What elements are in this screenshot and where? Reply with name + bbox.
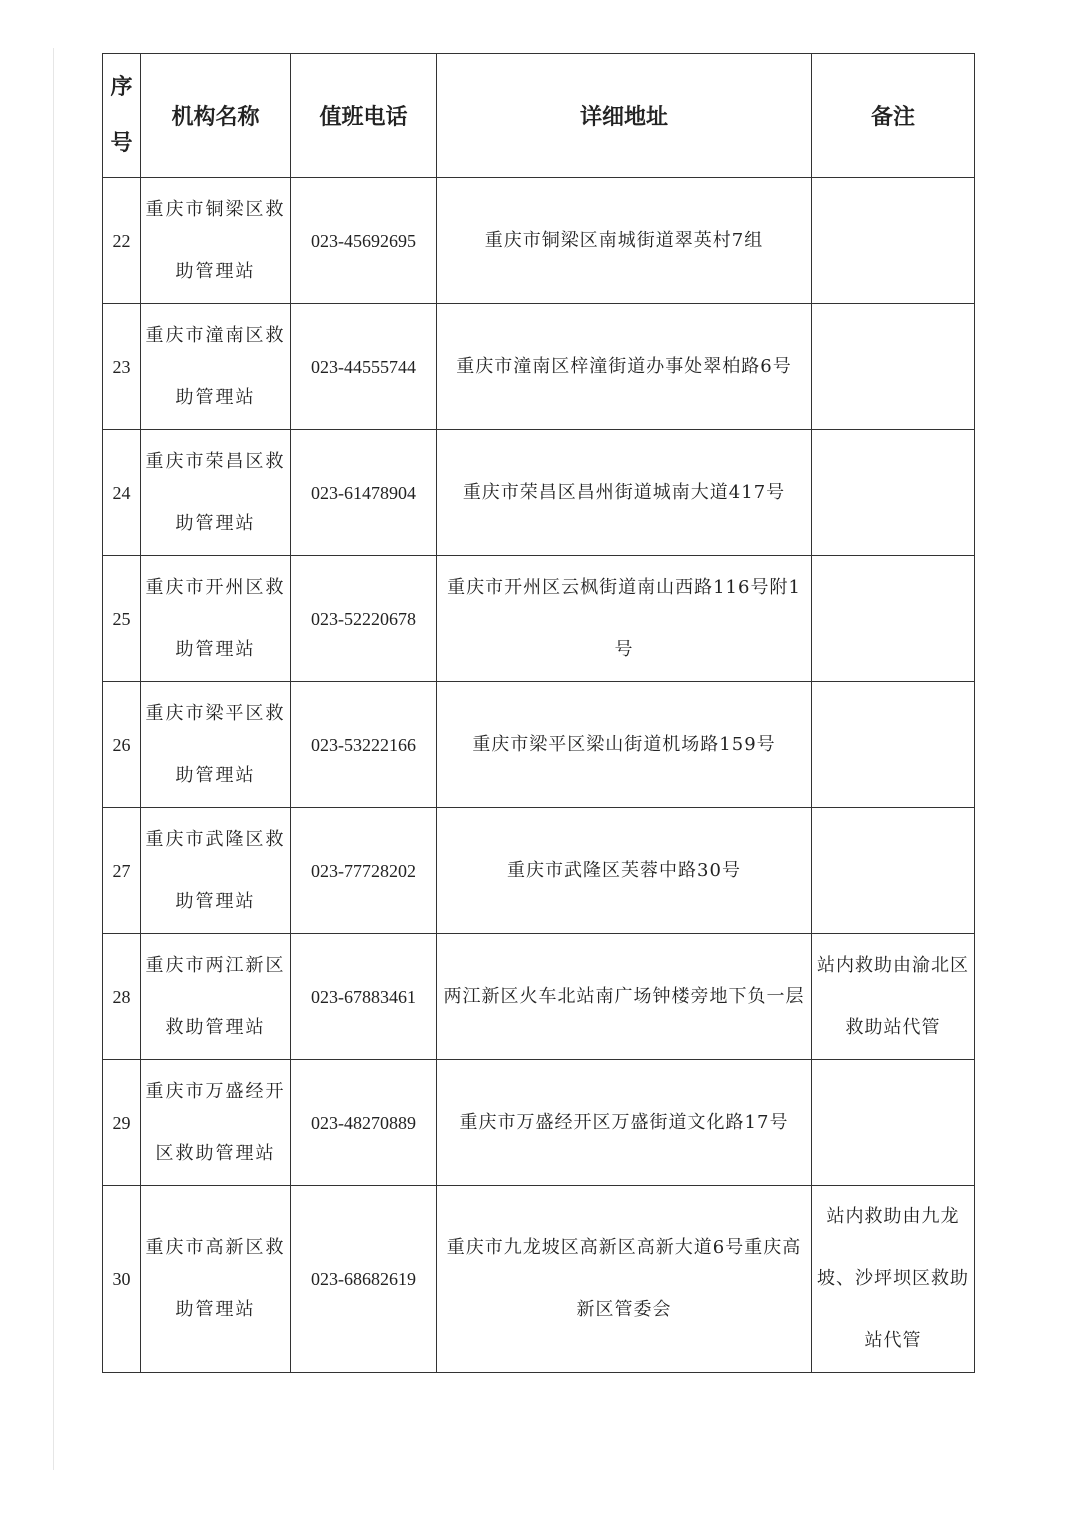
row-number: 28 xyxy=(103,934,141,1060)
institution-name: 重庆市铜梁区救助管理站 xyxy=(141,178,291,304)
note xyxy=(812,682,975,808)
institution-name: 重庆市武隆区救助管理站 xyxy=(141,808,291,934)
address: 重庆市开州区云枫街道南山西路116号附1号 xyxy=(437,556,812,682)
table-row xyxy=(103,304,975,430)
table-row xyxy=(103,808,975,934)
address: 重庆市铜梁区南城街道翠英村7组 xyxy=(437,178,812,304)
row-number: 29 xyxy=(103,1060,141,1186)
institution-name: 重庆市荣昌区救助管理站 xyxy=(141,430,291,556)
address: 重庆市梁平区梁山街道机场路159号 xyxy=(437,682,812,808)
institution-name: 重庆市梁平区救助管理站 xyxy=(141,682,291,808)
header-note: 备注 xyxy=(812,54,975,178)
table-body xyxy=(103,178,975,1373)
duty-phone: 023-77728202 xyxy=(291,808,437,934)
note xyxy=(812,1060,975,1186)
duty-phone: 023-53222166 xyxy=(291,682,437,808)
header-address: 详细地址 xyxy=(437,54,812,178)
duty-phone: 023-67883461 xyxy=(291,934,437,1060)
address: 重庆市九龙坡区高新区高新大道6号重庆高新区管委会 xyxy=(437,1186,812,1373)
note xyxy=(812,430,975,556)
header-row xyxy=(103,54,975,178)
table-row xyxy=(103,934,975,1060)
row-number: 25 xyxy=(103,556,141,682)
row-number: 30 xyxy=(103,1186,141,1373)
duty-phone: 023-44555744 xyxy=(291,304,437,430)
note: 站内救助由九龙坡、沙坪坝区救助站代管 xyxy=(812,1186,975,1373)
note xyxy=(812,808,975,934)
address: 重庆市万盛经开区万盛街道文化路17号 xyxy=(437,1060,812,1186)
table-row xyxy=(103,1060,975,1186)
table-row xyxy=(103,682,975,808)
note xyxy=(812,556,975,682)
rescue-station-table xyxy=(102,53,975,1373)
header-duty-phone: 值班电话 xyxy=(291,54,437,178)
institution-name: 重庆市高新区救助管理站 xyxy=(141,1186,291,1373)
note xyxy=(812,304,975,430)
address: 重庆市潼南区梓潼街道办事处翠柏路6号 xyxy=(437,304,812,430)
row-number: 26 xyxy=(103,682,141,808)
table-row xyxy=(103,178,975,304)
row-number: 27 xyxy=(103,808,141,934)
duty-phone: 023-68682619 xyxy=(291,1186,437,1373)
header-serial-number: 序号 xyxy=(103,54,141,178)
note xyxy=(812,178,975,304)
note: 站内救助由渝北区救助站代管 xyxy=(812,934,975,1060)
table-row xyxy=(103,430,975,556)
row-number: 24 xyxy=(103,430,141,556)
table-header xyxy=(103,54,975,178)
row-number: 23 xyxy=(103,304,141,430)
address: 重庆市武隆区芙蓉中路30号 xyxy=(437,808,812,934)
duty-phone: 023-48270889 xyxy=(291,1060,437,1186)
institution-name: 重庆市两江新区救助管理站 xyxy=(141,934,291,1060)
institution-name: 重庆市开州区救助管理站 xyxy=(141,556,291,682)
duty-phone: 023-61478904 xyxy=(291,430,437,556)
table-row xyxy=(103,556,975,682)
header-institution-name: 机构名称 xyxy=(141,54,291,178)
duty-phone: 023-45692695 xyxy=(291,178,437,304)
table-row xyxy=(103,1186,975,1373)
address: 重庆市荣昌区昌州街道城南大道417号 xyxy=(437,430,812,556)
page-margin-line xyxy=(53,48,54,1470)
institution-name: 重庆市万盛经开区救助管理站 xyxy=(141,1060,291,1186)
institution-name: 重庆市潼南区救助管理站 xyxy=(141,304,291,430)
address: 两江新区火车北站南广场钟楼旁地下负一层 xyxy=(437,934,812,1060)
duty-phone: 023-52220678 xyxy=(291,556,437,682)
row-number: 22 xyxy=(103,178,141,304)
